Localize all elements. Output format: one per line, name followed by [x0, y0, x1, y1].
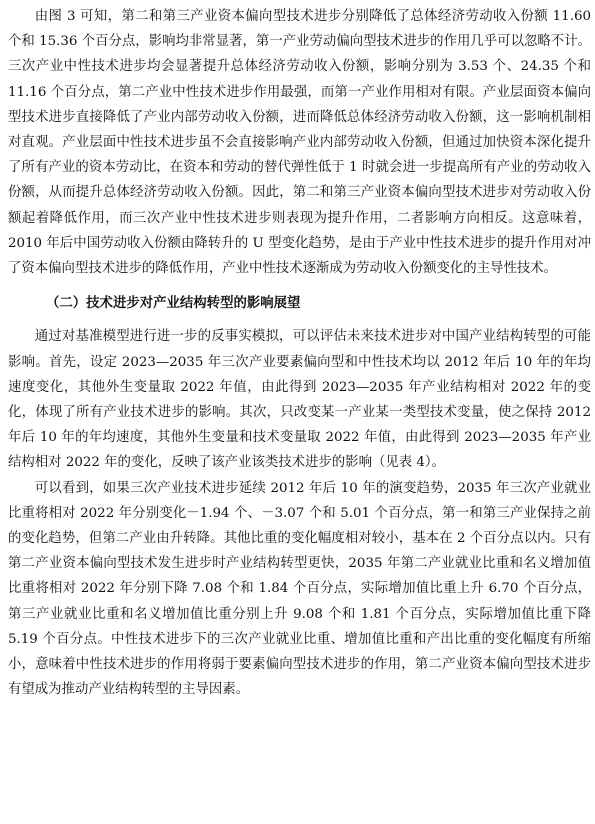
body-paragraph-figure3-analysis: 由图 3 可知，第二和第三产业资本偏向型技术进步分别降低了总体经济劳动收入份额 11.60 个和 15.36 个百分点，影响均非常显著，第一产业劳动偏向型技术进步的作用几乎可以忽略不计。三次产业中性技术进步均会显著提升总体经济劳动收入份额，影响分别为 3.53 个、24.35 个和 11.16 个百分点，第二产业中性技术进步作用最强，而第一产业作用相对有限。产业层面资本偏向型技术进步直接降低了产业内部劳动收入份额，进而降低总体经济劳动收入份额，这一影响机制相对直观。产业层面中性技术进步虽不会直接影响产业内部劳动收入份额，但通过加快资本深化提升了所有产业的资本劳动比，在资本和劳动的替代弹性低于 1 时就会进一步提高所有产业的劳动收入份额，从而提升总体经济劳动收入份额。因此，第二和第三产业资本偏向型技术进步对劳动收入份额起着降低作用，而三次产业中性技术进步则表现为提升作用，二者影响方向相反。这意味着，2010 年后中国劳动收入份额由降转升的 U 型变化趋势，是由于产业中性技术进步的提升作用对冲了资本偏向型技术进步的降低作用，产业中性技术逐渐成为劳动收入份额变化的主导性技术。: [8, 9, 591, 277]
section-heading: （二）技术进步对产业结构转型的影响展望: [46, 296, 301, 312]
body-paragraph-counterfactual-results: 可以看到，如果三次产业技术进步延续 2012 年后 10 年的演变趋势，2035 年三次产业就业比重将相对 2022 年分别变化－1.94 个、－3.07 个和 5.01 个百分点，第一和第三产业保持之前的变化趋势，但第二产业由升转降。其他比重的变化幅度相对较小，基本在 2 个百分点以内。只有第二产业资本偏向型技术发生进步时产业结构转型更快，2035 年第二产业就业比重和名义增加值比重将相对 2022 年分别下降 7.08 个和 1.84 个百分点，实际增加值比重上升 6.70 个百分点，第三产业就业比重和名义增加值比重分别上升 9.08 个和 1.81 个百分点，实际增加值比重下降 5.19 个百分点。中性技术进步下的三次产业就业比重、增加值比重和产出比重的变化幅度有所缩小，意味着中性技术进步的作用将弱于要素偏向型技术进步的作用，第二产业资本偏向型技术进步有望成为推动产业结构转型的主导因素。: [8, 480, 591, 698]
body-paragraph-counterfactual-setup: 通过对基准模型进行进一步的反事实模拟，可以评估未来技术进步对中国产业结构转型的可能影响。首先，设定 2023—2035 年三次产业要素偏向型和中性技术均以 2012 年后 10 年的年均速度变化，其他外生变量取 2022 年值，由此得到 2023—2035 年产业结构相对 2022 年的变化，体现了所有产业技术进步的影响。其次，只改变某一产业某一类型技术变量，使之保持 2012 年后 10 年的年均速度，其他外生变量和技术变量取 2022 年值，由此得到 2023—2035 年产业结构相对 2022 年的变化，反映了该产业该类技术进步的影响（见表 4）。: [8, 329, 591, 471]
